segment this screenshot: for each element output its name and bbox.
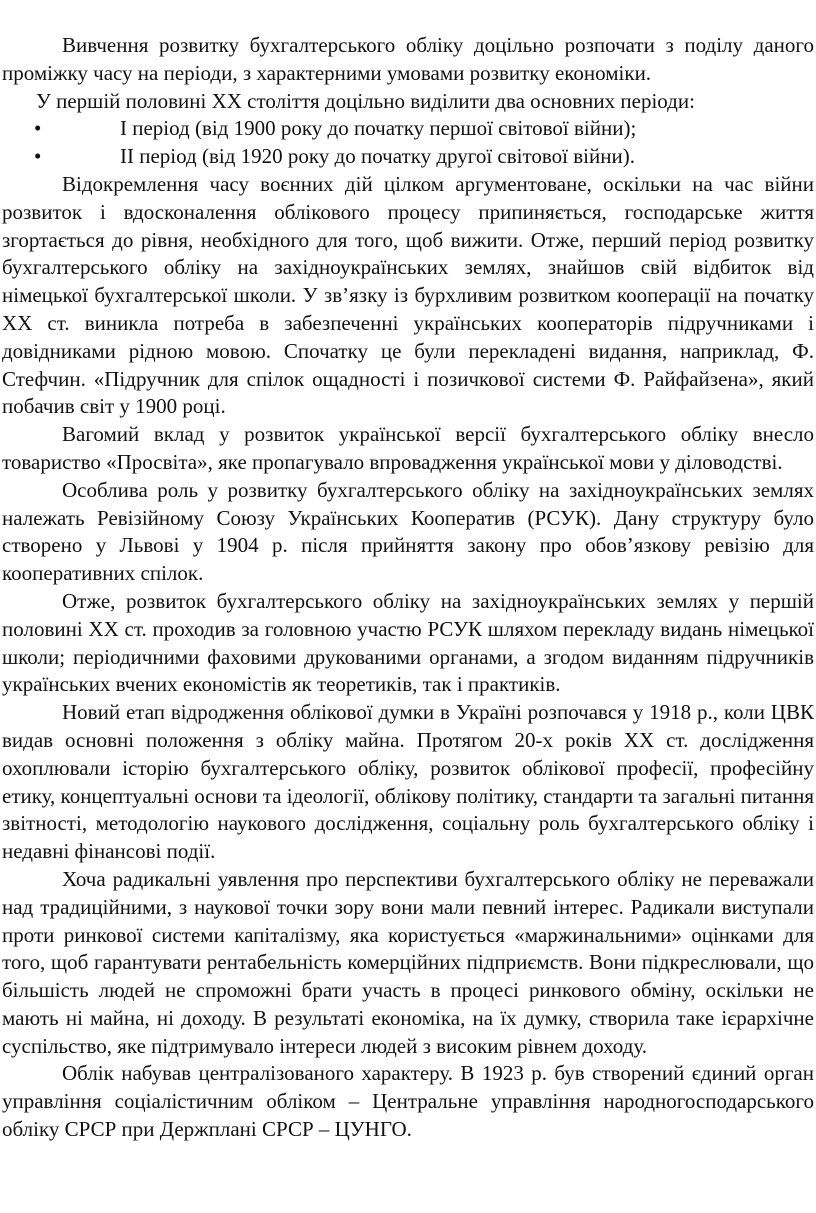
- paragraph-body: Отже, розвиток бухгалтерського обліку на західноукраїнських землях у першій половині ХХ ст. проходив за головною участю РСУК шляхом перекладу видань німецької школи; періодичними фаховими друкованими органами, а згодом виданням підручників українських вчених економістів як теоретиків, так і практиків.: [2, 588, 814, 697]
- paragraph-body: Вагомий вклад у розвиток української версії бухгалтерського обліку внесло товариство «Просвіта», яке пропагувало впровадження української мови у діловодстві.: [2, 422, 814, 474]
- bullet-icon: •: [34, 116, 42, 141]
- list-item: [2, 115, 814, 143]
- bullet-icon: •: [34, 144, 42, 169]
- paragraph-body: Особлива роль у розвитку бухгалтерського обліку на західноукраїнських землях належать Ревізійному Союзу Українських Кооператив (РСУК). Дану структуру було створено у Львові у 1904 р. після прийняття закону про обов’язкову ревізію для кооперативних спілок.: [2, 477, 814, 586]
- paragraph-body: Хоча радикальні уявлення про перспективи бухгалтерського обліку не переважали над традиційними, з наукової точки зору вони мали певний інтерес. Радикали виступали проти ринкової системи капіталізму, яка користується «маржинальними» оцінками для того, щоб гарантувати рентабельність комерційних підприємств. Вони підкреслювали, що більшість людей не спроможні брати участь в процесі ринкового обміну, оскільки не мають ні майна, ні доходу. В результаті економіка, на їх думку, створила таке ієрархічне суспільство, яке підтримувало інтереси людей з високим рівнем доходу.: [2, 866, 814, 1058]
- list-item-text: І період (від 1900 року до початку першої світової війни);: [120, 116, 637, 141]
- paragraph-intro: Вивчення розвитку бухгалтерського обліку доцільно розпочати з поділу даного проміжку часу на періоди, з характерними умовами розвитку економіки.: [2, 33, 814, 85]
- list-item: [2, 143, 814, 171]
- paragraph-periods-lead: У першій половині ХХ століття доцільно виділити два основних періоди:: [36, 88, 695, 113]
- paragraph-body: Облік набував централізованого характеру. В 1923 р. був створений єдиний орган управління соціалістичним обліком – Центральне управління народногосподарського обліку СРСР при Держплані СРСР – ЦУНГО.: [2, 1061, 814, 1142]
- paragraph-body: Відокремлення часу воєнних дій цілком аргументоване, оскільки на час війни розвиток і вдосконалення облікового процесу припиняється, господарське життя згортається до рівня, необхідного для того, щоб вижити. Отже, перший період розвитку бухгалтерського обліку на західноукраїнських землях, знайшов свій відбиток від німецької бухгалтерської школи. У зв’язку із бурхливим розвитком кооперації на початку ХХ ст. виникла потреба в забезпеченні українських кооператорів підручниками і довідниками рідною мовою. Спочатку це були перекладені видання, наприклад, Ф. Стефчин. «Підручник для спілок ощадності і позичкової системи Ф. Райфайзена», який побачив світ у 1900 році.: [2, 171, 814, 419]
- list-item-text: ІІ період (від 1920 року до початку другої світової війни).: [120, 144, 635, 169]
- paragraph-body: Новий етап відродження облікової думки в Україні розпочався у 1918 р., коли ЦВК видав основні положення з обліку майна. Протягом 20-х років ХХ ст. дослідження охоплювали історію бухгалтерського обліку, розвиток облікової професії, професійну етику, концептуальні основи та ідеології, облікову політику, стандарти та загальні питання звітності, методологію наукового дослідження, соціальну роль бухгалтерського обліку і недавні фінансові події.: [2, 700, 814, 864]
- periods-list: [2, 115, 814, 171]
